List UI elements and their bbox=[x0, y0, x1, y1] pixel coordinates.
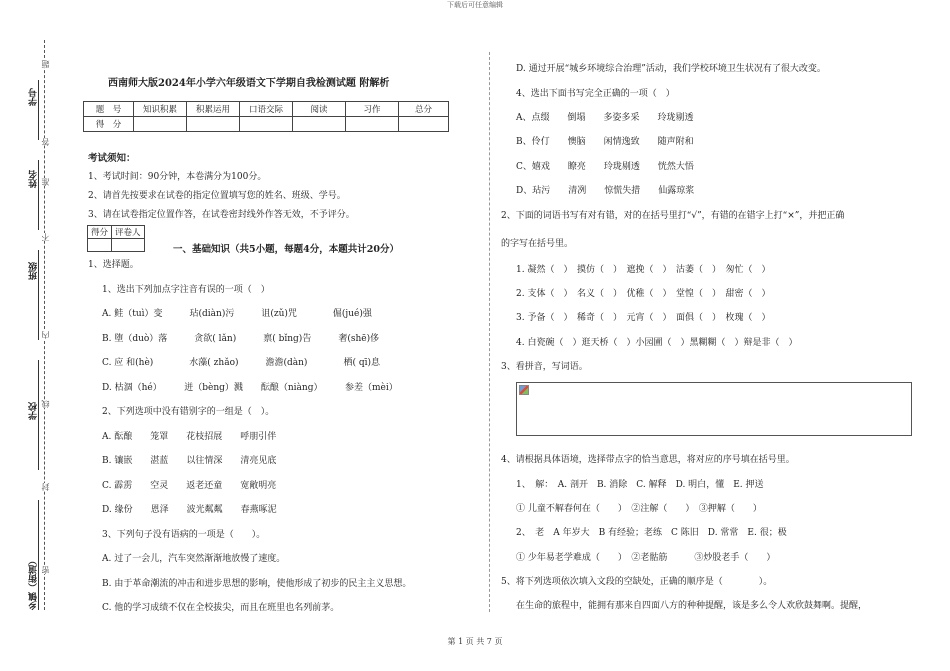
binding-label-student-id: 学号 bbox=[29, 88, 39, 106]
question-line: 2. 支体（ ） 名义（ ） 优稚（ ） 堂惶（ ） 甜密（ ） bbox=[516, 289, 771, 299]
binding-underline bbox=[38, 250, 39, 340]
score-table-header: 阅读 bbox=[293, 102, 346, 117]
score-table-header-row bbox=[84, 102, 449, 117]
binding-label-name: 姓名 bbox=[29, 170, 39, 188]
broken-image-icon bbox=[519, 385, 529, 395]
binding-label-town: 乡镇（街道） bbox=[29, 556, 39, 610]
cut-mark: 答 bbox=[41, 138, 50, 146]
binding-underline bbox=[38, 80, 39, 140]
question-line: C. 应 和(hè) 水藻( zhǎo) 澹澹(dàn) 栖( qī)息 bbox=[102, 358, 380, 368]
question-line: 2、下面的词语书写有对有错，对的在括号里打“√”，有错的在错字上打“×”，并把正确 bbox=[501, 211, 845, 221]
question-line: A. 酝酿 笼罩 花枝招展 呼朋引伴 bbox=[102, 432, 277, 442]
question-line: 在生命的旅程中，能拥有那来自四面八方的种种提醒，该是多么令人欢欣鼓舞啊。提醒， bbox=[516, 601, 868, 611]
header-note: 下载后可任意编辑 bbox=[447, 1, 503, 9]
question-line: D、玷污 清冽 惊慌失措 仙露琼浆 bbox=[516, 186, 695, 196]
question-line: A、点缀 倒塌 多姿多采 玲珑剔透 bbox=[516, 113, 694, 123]
notice-item: 2、请首先按要求在试卷的指定位置填写您的姓名、班级、学号。 bbox=[88, 191, 346, 201]
question-line: 4、选出下面书写完全正确的一项（ ） bbox=[516, 89, 675, 99]
question-line: ① 少年易老学难成（ ） ②老骷筋 ③炒股老手（ ） bbox=[516, 553, 776, 563]
question-line: B、伶仃 懊脑 闲情逸致 随声附和 bbox=[516, 137, 694, 147]
question-line: 1. 凝然（ ） 摸仿（ ） 遮挽（ ） 沽萎（ ） 匆忙（ ） bbox=[516, 265, 771, 275]
binding-line bbox=[44, 40, 45, 610]
question-line: C. 他的学习成绩不仅在全校拔尖，而且在班里也名列前茅。 bbox=[102, 603, 340, 613]
grader-score-label: 得分 bbox=[88, 226, 112, 239]
question-line: 3. 予备（ ） 稀奇（ ） 元宵（ ） 面俱（ ） 枚瑰（ ） bbox=[516, 313, 771, 323]
cut-mark: 内 bbox=[41, 331, 50, 339]
score-row-label: 得 分 bbox=[84, 117, 134, 132]
page-footer: 第 1 页 共 7 页 bbox=[447, 637, 503, 646]
page-title: 西南师大版2024年小学六年级语文下学期自我检测试题 附解析 bbox=[108, 78, 390, 89]
question-line: ① 儿童不解春何在（ ） ②注解（ ） ③押解（ ） bbox=[516, 504, 762, 514]
score-table-header: 知识积累 bbox=[134, 102, 187, 117]
grader-box bbox=[87, 225, 145, 252]
question-line: 4、请根据具体语境，选择带点字的恰当意思，将对应的序号填在括号里。 bbox=[501, 455, 795, 465]
question-line: 1、选出下列加点字注音有误的一项（ ） bbox=[102, 285, 270, 295]
score-table-header: 积累运用 bbox=[187, 102, 240, 117]
question-line: C. 霹雳 空灵 返老还童 宽敞明亮 bbox=[102, 481, 277, 491]
question-line: A. 鲑（tuì）变 玷(diàn)污 诅(zǔ)咒 倔(jué)强 bbox=[102, 309, 372, 319]
question-line: B. 镶嵌 湛蓝 以往情深 清亮见底 bbox=[102, 456, 277, 466]
score-table-header: 习作 bbox=[346, 102, 399, 117]
score-cell[interactable] bbox=[399, 117, 449, 132]
binding-underline bbox=[38, 160, 39, 230]
question-line: D. 缘份 恩泽 波光粼粼 春燕啄泥 bbox=[102, 505, 277, 515]
section-heading: 一、基础知识（共5小题，每题4分，本题共计20分） bbox=[173, 244, 399, 255]
cut-mark: 线 bbox=[41, 400, 50, 408]
score-table bbox=[83, 101, 449, 132]
question-line: 5、将下列选项依次填入文段的空缺处，正确的顺序是（ ）。 bbox=[501, 577, 773, 587]
binding-underline bbox=[38, 360, 39, 470]
notice-item: 3、请在试卷指定位置作答，在试卷密封线外作答无效，不予评分。 bbox=[88, 210, 355, 220]
cut-mark: 封 bbox=[41, 483, 50, 491]
score-table-header: 总分 bbox=[399, 102, 449, 117]
question-line: B. 由于革命潮流的冲击和进步思想的影响，使他形成了初步的民主主义思想。 bbox=[102, 579, 412, 589]
score-cell[interactable] bbox=[293, 117, 346, 132]
cut-mark: 不 bbox=[41, 233, 50, 241]
question-line: 2、 老 A 年岁大 B 有经验；老练 C 陈旧 D. 常常 E. 很；极 bbox=[516, 528, 787, 538]
binding-underline bbox=[38, 500, 39, 610]
cut-mark: 准 bbox=[41, 178, 50, 186]
question-line: A. 过了一会儿，汽车突然渐渐地放慢了速度。 bbox=[102, 554, 286, 564]
cut-mark: 题 bbox=[41, 60, 50, 68]
score-table-header: 口语交际 bbox=[240, 102, 293, 117]
notice-item: 1、考试时间：90分钟，本卷满分为100分。 bbox=[88, 172, 267, 182]
score-table-score-row bbox=[84, 117, 449, 132]
notice-heading: 考试须知： bbox=[88, 153, 136, 164]
grader-reviewer-label: 评卷人 bbox=[112, 226, 145, 239]
question-line: B. 堕（duò）落 贪欲( lǎn) 禀( bǐng)告 奢(shē)侈 bbox=[102, 334, 380, 344]
score-cell[interactable] bbox=[240, 117, 293, 132]
score-table-header: 题 号 bbox=[84, 102, 134, 117]
grader-reviewer-cell[interactable] bbox=[112, 239, 145, 252]
binding-label-class: 班级 bbox=[29, 262, 39, 280]
binding-label-school: 学校 bbox=[29, 402, 39, 420]
question-line: 4. 白瓷碗（ ）逛天桥（ ）小园圃（ ）黑糊糊（ ）辩是非（ ） bbox=[516, 338, 798, 348]
question-line: 3、看拼音，写词语。 bbox=[501, 362, 588, 372]
question-line: 的字写在括号里。 bbox=[501, 239, 574, 249]
grader-score-cell[interactable] bbox=[88, 239, 112, 252]
score-cell[interactable] bbox=[346, 117, 399, 132]
question-line: D. 枯涸（hé） 迸（bèng）溅 酝酿（niàng） 参差（mèi） bbox=[102, 383, 398, 393]
score-cell[interactable] bbox=[187, 117, 240, 132]
question-line: 2、下列选项中没有错别字的一组是（ ）。 bbox=[102, 407, 275, 417]
score-cell[interactable] bbox=[134, 117, 187, 132]
question-line: C、嬉戏 瞭亮 玲珑剔透 恍然大悟 bbox=[516, 162, 694, 172]
pinyin-image-box bbox=[516, 382, 912, 436]
cut-mark: 密 bbox=[41, 566, 50, 574]
question-line: 3、下列句子没有语病的一项是（ ）。 bbox=[102, 530, 266, 540]
question-line: 1、 解： A. 剖开 B. 消除 C. 解释 D. 明白，懂 E. 押送 bbox=[516, 480, 764, 490]
column-divider bbox=[489, 52, 490, 612]
question-line: 1、选择题。 bbox=[88, 260, 139, 270]
question-line: D. 通过开展“城乡环境综合治理”活动，我们学校环境卫生状况有了很大改变。 bbox=[516, 64, 826, 74]
